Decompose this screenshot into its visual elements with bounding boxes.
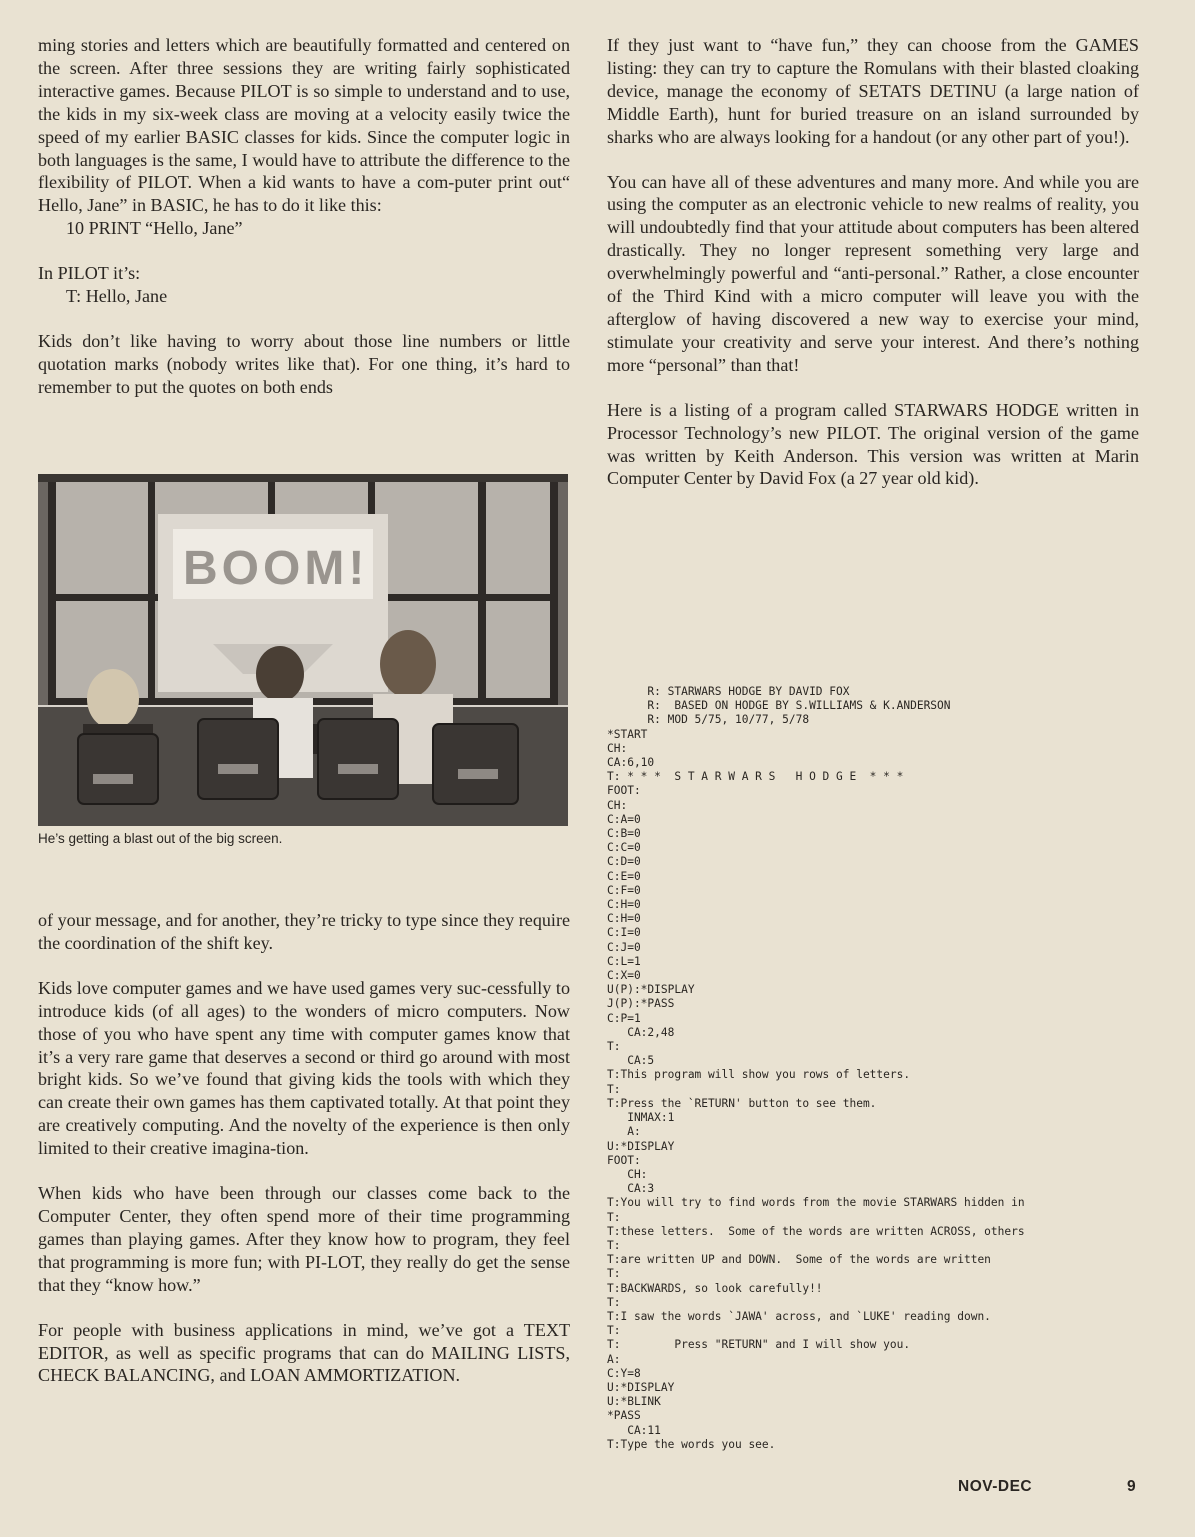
listing-line: R: MOD 5/75, 10/77, 5/78 (607, 713, 810, 727)
listing-line: U:*DISPLAY (607, 1139, 675, 1153)
paragraph: When kids who have been through our classes come back to the Computer Center, they often spend more of their time programming games than playing games. After they know how to program, they feel that programming is more fun; with PI-LOT, they really do get the sense that they “know how.” (38, 1183, 570, 1295)
listing-line: CH: (607, 1167, 648, 1181)
paragraph: In PILOT it’s: (38, 263, 141, 284)
listing-line: C:X=0 (607, 969, 641, 983)
listing-line: CA:2,48 (607, 1025, 675, 1039)
page-number: 9 (1127, 1478, 1136, 1495)
listing-line: C:I=0 (607, 926, 641, 940)
paragraph: You can have all of these adventures and many more. And while you are using the computer as an electronic vehicle to new realms of reality, you will undoubtedly find that your attitude about computers has been altered drastically. They no longer represent something very large and overwhelmingly powerful and “anti-personal.” Rather, a close encounter of the Third Kind with a micro computer will leave you with the afterglow of having discovered a new way to exercise your mind, stimulate your creativity and serve your interest. And there’s nothing more “personal” than that! (607, 171, 1139, 375)
basic-code-example: 10 PRINT “Hello, Jane” (66, 218, 243, 239)
listing-line: C:B=0 (607, 827, 641, 841)
listing-line: A: (607, 1352, 621, 1366)
photo-caption: He’s getting a blast out of the big screen. (38, 831, 283, 846)
left-column-top (38, 34, 570, 399)
listing-line: C:H=0 (607, 912, 641, 926)
right-column (607, 34, 1139, 490)
listing-line: INMAX:1 (607, 1111, 675, 1125)
listing-line: U:*BLINK (607, 1395, 661, 1409)
paragraph: For people with business applications in mind, we’ve got a TEXT EDITOR, as well as specific programs that can do MAILING LISTS, CHECK BALANCING, and LOAN AMMORTIZATION. (38, 1319, 570, 1386)
listing-line: T: * * * S T A R W A R S H O D G E * * * (607, 770, 904, 784)
listing-line: T: (607, 1324, 621, 1338)
listing-line: CH: (607, 798, 628, 812)
listing-line: T: (607, 1082, 621, 1096)
listing-line: T:are written UP and DOWN. Some of the words are written (607, 1253, 991, 1267)
classroom-photo (38, 474, 568, 826)
listing-line: C:H=0 (607, 898, 641, 912)
listing-line: T: (607, 1210, 621, 1224)
listing-line: T: (607, 1295, 621, 1309)
listing-line: T:I saw the words `JAWA' across, and `LUKE' reading down. (607, 1309, 991, 1323)
left-column-bottom (38, 909, 570, 1387)
paragraph: Kids don’t like having to worry about those line numbers or little quotation marks (nobody writes like that). For one thing, it’s hard to remember to put the quotes on both ends (38, 330, 570, 397)
paragraph: ming stories and letters which are beautifully formatted and centered on the screen. After three sessions they are writing fairly sophisticated interactive games. Because PILOT is so simple to understand and to use, the kids in my six-week class are moving at a velocity easily twice the speed of my earlier BASIC classes for kids. Since the computer logic in both languages is the same, I would have to attribute the difference to the flexibility of PILOT. When a kid wants to have a com-puter print out“ Hello, Jane” in BASIC, he has to do it like this: (38, 35, 570, 216)
listing-line: T: (607, 1040, 621, 1054)
listing-line: CA:6,10 (607, 756, 655, 770)
listing-line: U(P):*DISPLAY (607, 983, 695, 997)
listing-line: CA:11 (607, 1423, 661, 1437)
listing-line: A: (607, 1125, 641, 1139)
photo-illustration (38, 474, 568, 826)
listing-line: R: BASED ON HODGE BY S.WILLIAMS & K.ANDERSON (607, 699, 951, 713)
listing-line: C:D=0 (607, 855, 641, 869)
listing-line: C:Y=8 (607, 1366, 641, 1380)
paragraph: If they just want to “have fun,” they can choose from the GAMES listing: they can try to capture the Romulans with their blasted cloaking device, manage the economy of SETATS DETINU (a large nation of Middle Earth), hunt for buried treasure on an island surrounded by sharks who are always looking for a handout (or any other part of you!). (607, 35, 1139, 147)
issue-label: NOV-DEC (958, 1478, 1033, 1495)
paragraph: of your message, and for another, they’re tricky to type since they require the coordination of the shift key. (38, 910, 570, 953)
program-listing (607, 685, 1167, 1452)
listing-line: C:F=0 (607, 883, 641, 897)
listing-line: J(P):*PASS (607, 997, 675, 1011)
listing-line: C:E=0 (607, 869, 641, 883)
listing-line: T:Press the `RETURN' button to see them. (607, 1096, 877, 1110)
listing-line: C:P=1 (607, 1011, 641, 1025)
listing-line: T:these letters. Some of the words are written ACROSS, others (607, 1224, 1025, 1238)
listing-line: T:This program will show you rows of letters. (607, 1068, 911, 1082)
listing-line: T:BACKWARDS, so look carefully!! (607, 1281, 823, 1295)
listing-line: T: Press "RETURN" and I will show you. (607, 1338, 911, 1352)
listing-line: C:C=0 (607, 841, 641, 855)
listing-line: C:A=0 (607, 812, 641, 826)
listing-line: *PASS (607, 1409, 641, 1423)
listing-line: R: STARWARS HODGE BY DAVID FOX (607, 685, 850, 698)
listing-line: T: (607, 1238, 621, 1252)
listing-line: T: (607, 1267, 621, 1281)
listing-line: CH: (607, 741, 628, 755)
listing-line: T:Type the words you see. (607, 1437, 776, 1451)
listing-line: FOOT: (607, 1153, 641, 1167)
paragraph: Kids love computer games and we have used games very suc-cessfully to introduce kids (of all ages) to the wonders of micro computers. Now those of you who have spent any time with computer games know that it’s a very rare game that deserves a second or third go around with most bright kids. So we’ve found that giving kids the tools with which they can create their own games has them captivated totally. At that point they are creatively computing. And the novelty of the experience is then only limited to their creative imagina-tion. (38, 977, 570, 1159)
listing-line: *START (607, 727, 648, 741)
paragraph: Here is a listing of a program called STARWARS HODGE written in Processor Technology’s new PILOT. The original version of the game was written by Keith Anderson. This version was written at Marin Computer Center by David Fox (a 27 year old kid). (607, 399, 1139, 489)
listing-line: T:You will try to find words from the movie STARWARS hidden in (607, 1196, 1025, 1210)
listing-line: C:J=0 (607, 940, 641, 954)
listing-line: C:L=1 (607, 954, 641, 968)
boom-screen-text: BOOM! (183, 542, 369, 595)
listing-line: CA:3 (607, 1182, 655, 1196)
listing-line: U:*DISPLAY (607, 1380, 675, 1394)
listing-line: FOOT: (607, 784, 641, 798)
pilot-code-example: T: Hello, Jane (66, 286, 168, 307)
listing-line: CA:5 (607, 1054, 655, 1068)
